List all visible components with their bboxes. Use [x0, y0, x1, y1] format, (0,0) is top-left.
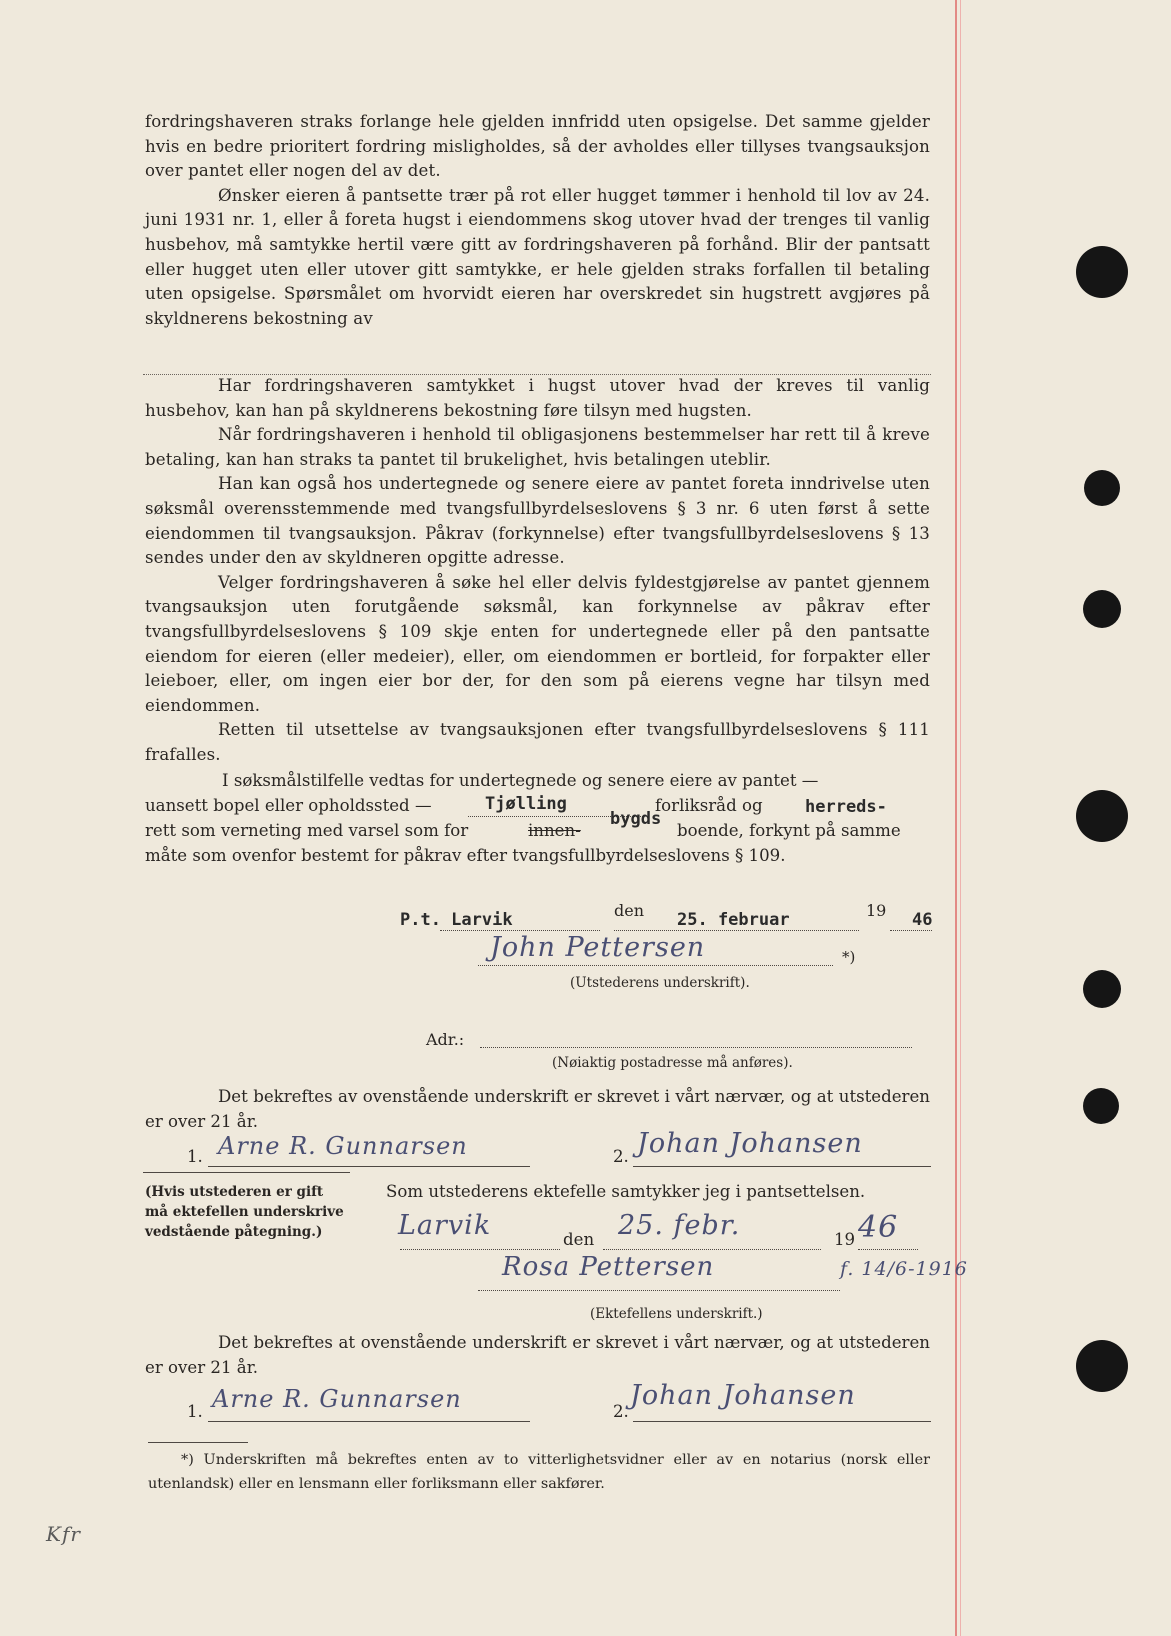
witness-2-line — [633, 1421, 931, 1422]
spouse-caption: (Ektefellens underskrift.) — [590, 1306, 763, 1322]
paragraph: Ønsker eieren å pantsette trær på rot eller hugget tømmer i henhold til lov av 24. juni 1931 nr. 1, eller å foreta hugst i eiendommens skog utover hvad der trenges til vanlig husbehov, må samtykke hertil være gitt av fordringshaveren på forhånd. Blir der pantsatt eller hugget uten eller utover gitt samtykke, er hele gjelden straks forfallen til betaling uten opsigelse. Spørsmålet om hvorvidt eieren har overskredet sin hugstrett avgjøres på skyldnerens bekostning av — [145, 185, 930, 328]
address-label: Adr.: — [426, 1030, 465, 1049]
spouse-side-note-text: (Hvis utstederen er gift må ektefellen underskrive vedstående påtegning.) — [145, 1184, 344, 1240]
issuer-signature: John Pettersen — [490, 932, 706, 963]
witness-statement-text: Det bekreftes av ovenstående underskrift er skrevet i vårt nærvær, og at utstederen er over 21 år. — [145, 1087, 930, 1131]
witness-statement-text: Det bekreftes at ovenstående underskrift er skrevet i vårt nærvær, og at utstederen er over 21 år. — [145, 1333, 930, 1377]
witness-1-signature: Arne R. Gunnarsen — [212, 1385, 462, 1413]
spouse-signature: Rosa Pettersen — [502, 1252, 715, 1282]
paragraph: Når fordringshaveren i henhold til obligasjonens bestemmelser har rett til å kreve betaling, kan han straks ta pantet til brukelighet, hvis betalingen uteblir. — [145, 425, 930, 469]
spouse-birth-note: f. 14/6-1916 — [840, 1258, 968, 1280]
issuer-asterisk: *) — [842, 948, 856, 966]
dateline-place: P.t. Larvik — [400, 910, 513, 930]
dateline-year-prefix: 19 — [866, 901, 887, 920]
witness-2-label: 2. — [613, 1402, 629, 1421]
venue-line-2-mid: forliksråd og — [655, 796, 763, 815]
footnote-text: *) Underskriften må bekreftes enten av to vitterlighetsvidner eller av en notarius (norsk eller utenlandsk) eller en lensmann eller forliksmann eller sakfører. — [148, 1452, 930, 1492]
footnote-divider — [148, 1442, 248, 1443]
witness-1-label: 1. — [187, 1147, 203, 1166]
typed-court-2: bygds — [610, 809, 662, 829]
witness-1-label: 1. — [187, 1402, 203, 1421]
spouse-date-line — [603, 1249, 821, 1250]
witness-statement-2 — [145, 1331, 930, 1380]
dateline-year-line — [890, 930, 932, 931]
venue-line-4: måte som ovenfor bestemt for påkrav efter tvangsfullbyrdelseslovens § 109. — [145, 846, 786, 865]
issuer-signature-line — [478, 965, 833, 966]
paragraph: Han kan også hos undertegnede og senere eiere av pantet foreta inndrivelse uten søksmål overensstemmende med tvangsfullbyrdelseslovens § 3 nr. 6 uten først å sette eiendommen til tvangsauksjon. Påkrav (forkynnelse) efter tvangsfullbyrdelseslovens § 13 sendes under den av skyldneren opgitte adresse. — [145, 474, 930, 568]
dateline-date-line — [614, 930, 859, 931]
body-section-1 — [145, 110, 930, 331]
block-divider — [143, 1172, 350, 1173]
issuer-caption: (Utstederens underskrift). — [570, 975, 750, 991]
dateline-place-line — [440, 930, 600, 931]
binder-hole — [1084, 470, 1120, 506]
binder-hole — [1083, 970, 1121, 1008]
witness-2-label: 2. — [613, 1147, 629, 1166]
typed-court-1: herreds- — [805, 797, 887, 817]
spouse-den: den — [563, 1230, 595, 1249]
witness-statement-1 — [145, 1085, 930, 1134]
spouse-year-line — [858, 1249, 918, 1250]
dateline-date: 25. februar — [677, 910, 790, 930]
spouse-year-prefix: 19 — [834, 1230, 856, 1249]
witness-1-line — [208, 1166, 530, 1167]
spouse-year: 46 — [858, 1210, 899, 1245]
witness-1-line — [208, 1421, 530, 1422]
paragraph: Retten til utsettelse av tvangsauksjonen efter tvangsfullbyrdelseslovens § 111 frafalles. — [145, 720, 930, 764]
footnote — [148, 1448, 930, 1496]
spouse-signature-line — [478, 1290, 840, 1291]
venue-line-3: rett som verneting med varsel som for — [145, 821, 469, 840]
witness-2-line — [633, 1166, 931, 1167]
address-caption: (Nøiaktig postadresse må anføres). — [552, 1055, 793, 1071]
spouse-place-line — [400, 1249, 560, 1250]
paragraph: fordringshaveren straks forlange hele gjelden innfridd uten opsigelse. Det samme gjelder hvis en bedre prioritert fordring misligholdes, så der avholdes eller tillyses tvangsauksjon over pantet eller nogen del av det. — [145, 112, 930, 181]
spouse-date: 25. febr. — [618, 1210, 741, 1241]
paragraph: Velger fordringshaveren å søke hel eller delvis fyldestgjørelse av pantet gjennem tvangsauksjon uten forutgående søksmål, kan forkynnelse av påkrav efter tvangsfullbyrdelseslovens § 109 skje enten for undertegnede eller på den pantsatte eiendom for eieren (eller medeier), eller, om eiendommen er bortleid, for forpakter eller leieboer, eller, om ingen eier bor der, for den som på eierens vegne har tilsyn med eiendommen. — [145, 572, 930, 715]
dateline-den: den — [614, 901, 645, 920]
venue-struck-word: innen- — [528, 821, 581, 840]
witness-2-signature: Johan Johansen — [630, 1380, 856, 1411]
binder-hole — [1083, 1088, 1119, 1124]
witness-2-signature: Johan Johansen — [637, 1128, 863, 1159]
binder-hole — [1076, 1340, 1128, 1392]
paragraph: Har fordringshaveren samtykket i hugst utover hvad der kreves til vanlig husbehov, kan han på skyldnerens bekostning føre tilsyn med hugsten. — [145, 376, 930, 420]
venue-line-1: I søksmålstilfelle vedtas for undertegnede og senere eiere av pantet — — [222, 771, 819, 790]
venue-line-2: uansett bopel eller opholdssted — — [145, 796, 432, 815]
venue-line-3-mid: boende, forkynt på samme — [677, 821, 901, 840]
spouse-side-note — [145, 1182, 345, 1242]
binder-hole — [1083, 590, 1121, 628]
margin-rule-secondary — [960, 0, 961, 1636]
address-line — [480, 1047, 912, 1048]
corner-initials: Kfr — [46, 1522, 81, 1546]
witness-1-signature: Arne R. Gunnarsen — [218, 1132, 468, 1160]
binder-hole — [1076, 246, 1128, 298]
margin-rule — [955, 0, 957, 1636]
spouse-consent: Som utstederens ektefelle samtykker jeg i pantsettelsen. — [386, 1182, 866, 1201]
dateline-year: 46 — [912, 910, 933, 930]
body-section-2 — [145, 374, 930, 768]
typed-place: Tjølling — [485, 794, 567, 814]
spouse-place: Larvik — [398, 1210, 492, 1241]
binder-hole — [1076, 790, 1128, 842]
